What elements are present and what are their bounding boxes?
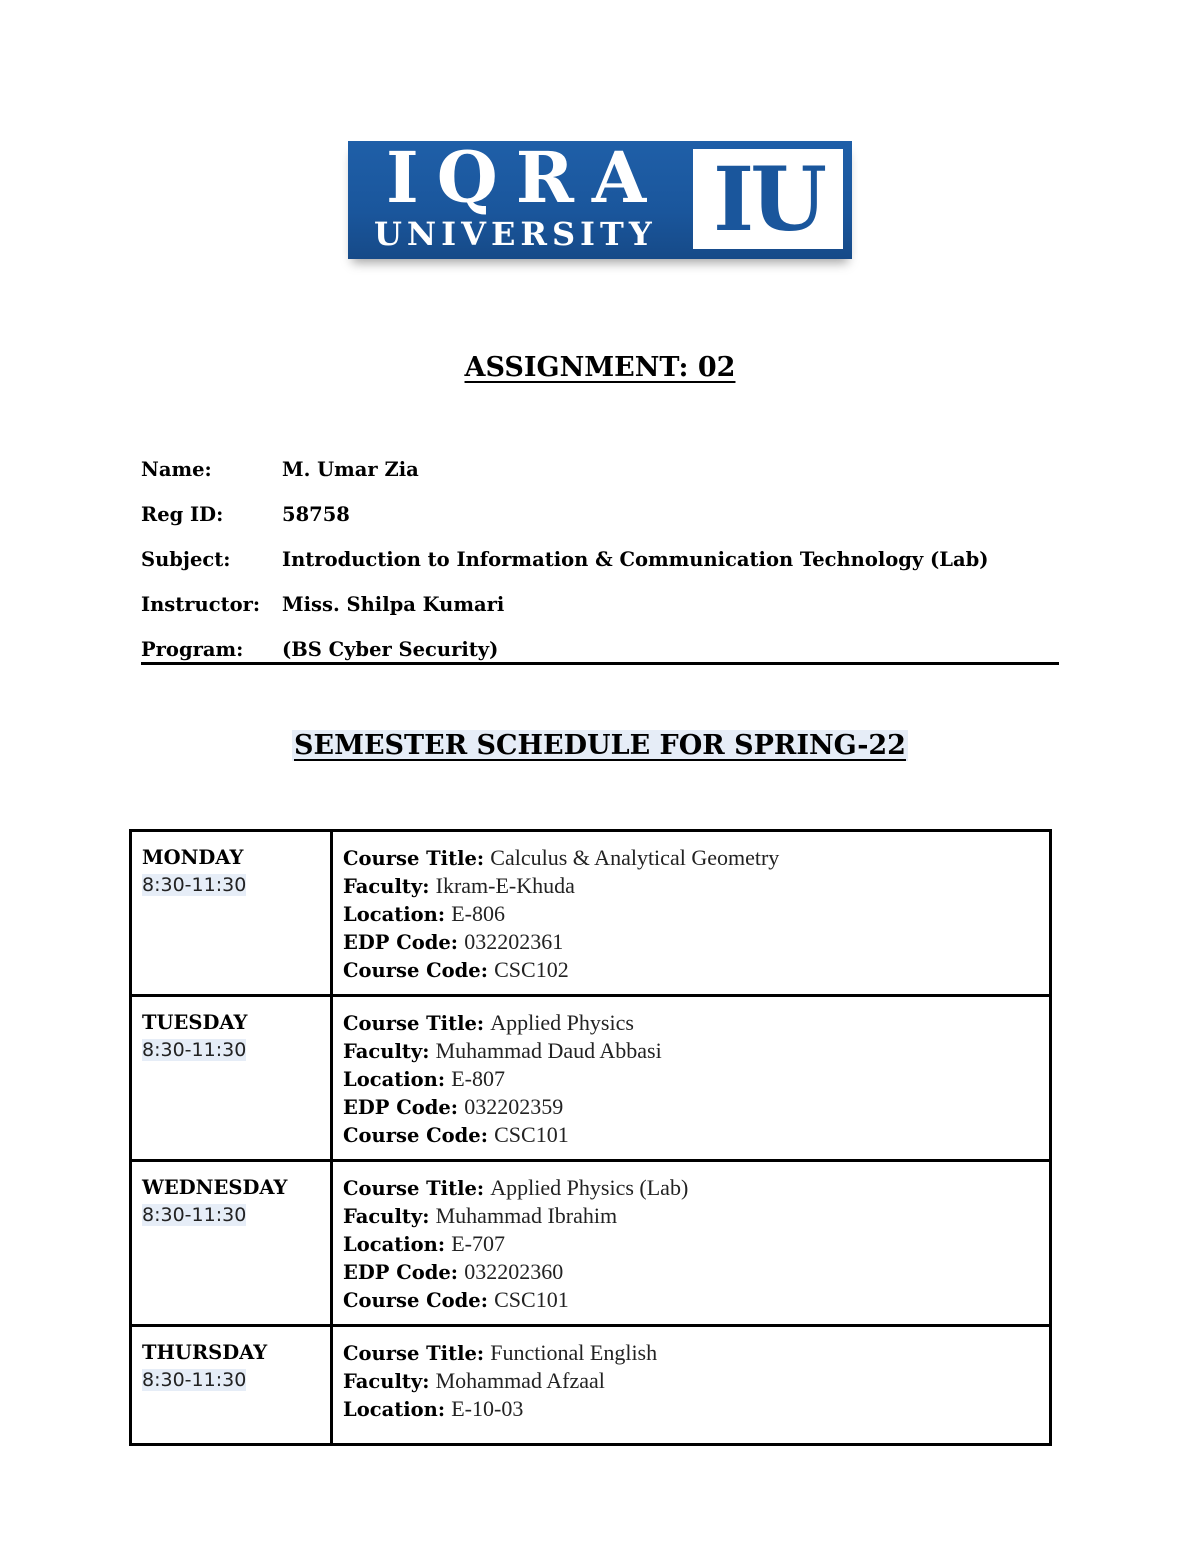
location-line xyxy=(343,900,1039,928)
day-time: 8:30-11:30 xyxy=(142,1204,247,1226)
location-line xyxy=(343,1395,1039,1423)
edp-code-value: 032202359 xyxy=(464,1094,564,1119)
info-label: Program: xyxy=(141,638,244,661)
detail-label: Course Title: xyxy=(343,1342,485,1365)
faculty-value: Muhammad Ibrahim xyxy=(435,1203,618,1228)
location-value: E-806 xyxy=(451,901,505,926)
faculty-value: Ikram-E-Khuda xyxy=(435,873,575,898)
course-title-value: Calculus & Analytical Geometry xyxy=(490,845,780,870)
detail-label: Course Title: xyxy=(343,1177,485,1200)
edp-code-line xyxy=(343,1258,1039,1286)
section-divider xyxy=(141,662,1059,665)
table-row xyxy=(131,1326,1051,1445)
schedule-title xyxy=(0,730,1200,761)
day-name: WEDNESDAY xyxy=(142,1176,288,1199)
course-code-line xyxy=(343,1121,1039,1149)
day-cell xyxy=(131,1326,332,1445)
course-title-line xyxy=(343,844,1039,872)
university-logo xyxy=(348,136,852,259)
detail-label: EDP Code: xyxy=(343,1261,458,1284)
detail-label: Course Code: xyxy=(343,1124,488,1147)
course-code-line xyxy=(343,1286,1039,1314)
detail-label: Course Title: xyxy=(343,1012,485,1035)
course-title-line xyxy=(343,1174,1039,1202)
course-title-value: Applied Physics xyxy=(490,1010,634,1035)
course-details-cell xyxy=(332,1161,1051,1326)
course-title-line xyxy=(343,1339,1039,1367)
edp-code-value: 032202361 xyxy=(464,929,564,954)
detail-label: Location: xyxy=(343,903,446,926)
info-row-reg-id xyxy=(141,500,1059,545)
location-line xyxy=(343,1230,1039,1258)
day-cell xyxy=(131,1161,332,1326)
location-value: E-707 xyxy=(451,1231,505,1256)
day-name: TUESDAY xyxy=(142,1011,248,1034)
faculty-line xyxy=(343,1037,1039,1065)
info-label: Instructor: xyxy=(141,593,261,616)
faculty-line xyxy=(343,1367,1039,1395)
detail-label: Faculty: xyxy=(343,875,430,898)
course-details-cell xyxy=(332,1326,1051,1445)
detail-label: Course Code: xyxy=(343,1289,488,1312)
day-time: 8:30-11:30 xyxy=(142,1369,247,1391)
day-cell xyxy=(131,831,332,996)
logo-iu-mark: IU xyxy=(713,147,823,251)
detail-label: Course Title: xyxy=(343,847,485,870)
day-name: MONDAY xyxy=(142,846,244,869)
detail-label: Location: xyxy=(343,1233,446,1256)
faculty-value: Mohammad Afzaal xyxy=(435,1368,605,1393)
info-row-subject xyxy=(141,545,1059,590)
detail-label: Location: xyxy=(343,1068,446,1091)
detail-label: Course Code: xyxy=(343,959,488,982)
location-line xyxy=(343,1065,1039,1093)
info-label: Subject: xyxy=(141,548,231,571)
info-row-program xyxy=(141,635,1059,680)
info-row-name xyxy=(141,455,1059,500)
logo-university-text: UNIVERSITY xyxy=(374,215,657,253)
course-code-line xyxy=(343,956,1039,984)
detail-label: EDP Code: xyxy=(343,1096,458,1119)
logo-iu-box xyxy=(693,149,843,249)
info-label: Reg ID: xyxy=(141,503,224,526)
info-value: M. Umar Zia xyxy=(282,458,419,481)
location-value: E-807 xyxy=(451,1066,505,1091)
table-row xyxy=(131,1161,1051,1326)
course-title-value: Applied Physics (Lab) xyxy=(490,1175,689,1200)
detail-label: EDP Code: xyxy=(343,931,458,954)
day-time: 8:30-11:30 xyxy=(142,874,247,896)
day-name: THURSDAY xyxy=(142,1341,268,1364)
course-details-cell xyxy=(332,996,1051,1161)
detail-label: Faculty: xyxy=(343,1370,430,1393)
location-value: E-10-03 xyxy=(451,1396,524,1421)
logo-iqra-text: IQRA xyxy=(386,136,665,219)
edp-code-line xyxy=(343,1093,1039,1121)
course-details-cell xyxy=(332,831,1051,996)
info-row-instructor xyxy=(141,590,1059,635)
info-label: Name: xyxy=(141,458,212,481)
faculty-line xyxy=(343,872,1039,900)
info-value: 58758 xyxy=(282,503,350,526)
schedule-table xyxy=(129,829,1052,1446)
edp-code-line xyxy=(343,928,1039,956)
detail-label: Faculty: xyxy=(343,1205,430,1228)
course-code-value: CSC101 xyxy=(494,1122,569,1147)
edp-code-value: 032202360 xyxy=(464,1259,564,1284)
course-title-line xyxy=(343,1009,1039,1037)
course-code-value: CSC101 xyxy=(494,1287,569,1312)
faculty-value: Muhammad Daud Abbasi xyxy=(435,1038,662,1063)
table-row xyxy=(131,996,1051,1161)
day-time: 8:30-11:30 xyxy=(142,1039,247,1061)
info-value: Miss. Shilpa Kumari xyxy=(282,593,505,616)
course-code-value: CSC102 xyxy=(494,957,569,982)
assignment-title: ASSIGNMENT: 02 xyxy=(464,352,736,383)
schedule-title-text: SEMESTER SCHEDULE FOR SPRING-22 xyxy=(294,730,906,761)
course-title-value: Functional English xyxy=(490,1340,658,1365)
detail-label: Location: xyxy=(343,1398,446,1421)
info-value: Introduction to Information & Communication Technology (Lab) xyxy=(282,548,989,571)
detail-label: Faculty: xyxy=(343,1040,430,1063)
table-row xyxy=(131,831,1051,996)
student-info xyxy=(141,455,1059,680)
day-cell xyxy=(131,996,332,1161)
info-value: (BS Cyber Security) xyxy=(282,638,499,661)
faculty-line xyxy=(343,1202,1039,1230)
